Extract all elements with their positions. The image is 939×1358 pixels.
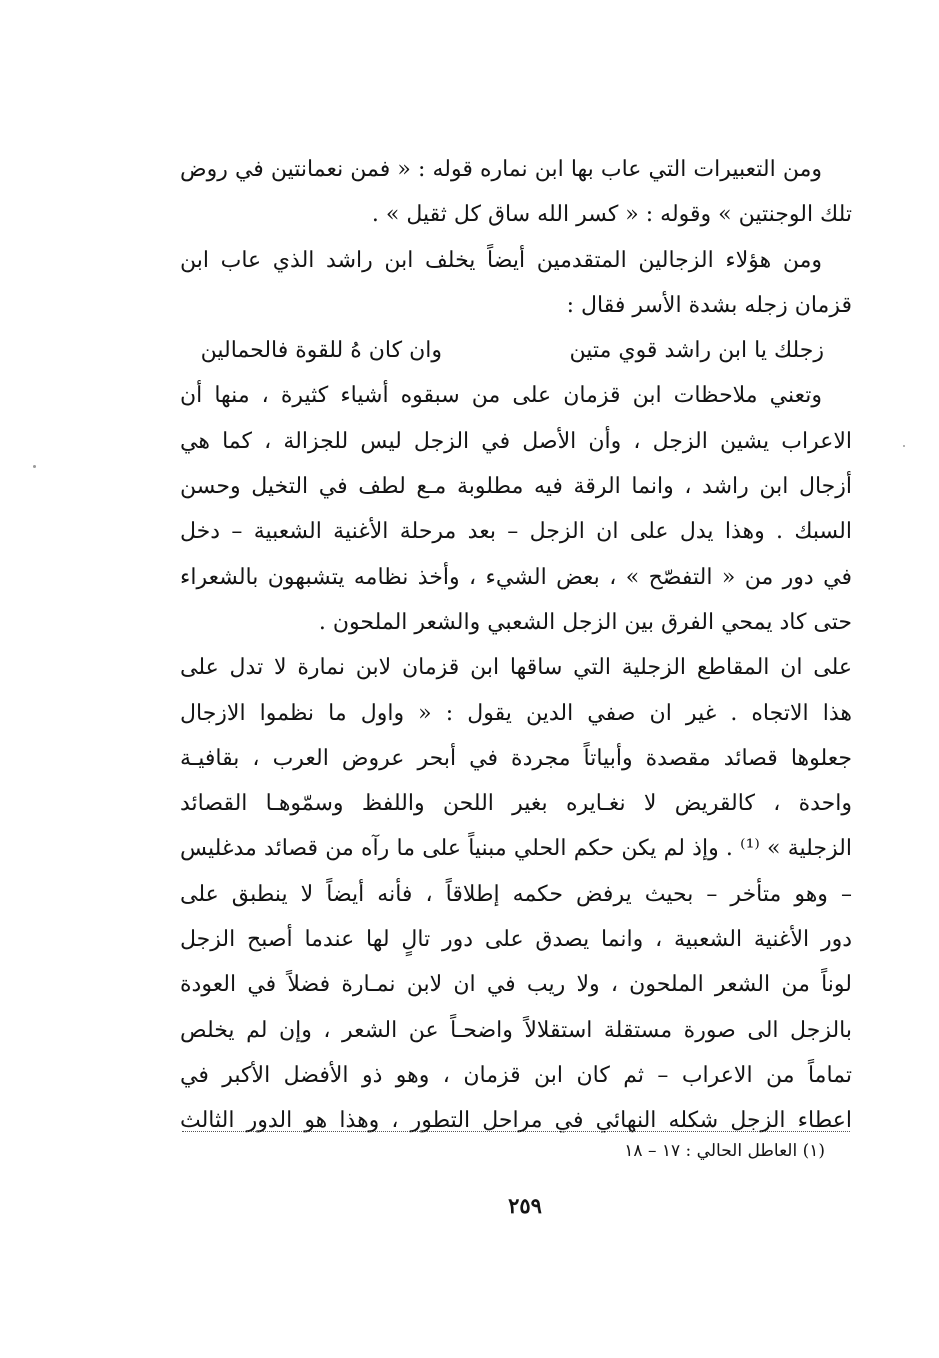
text-line: جعلوها قصائد مقصدة وأبياتاً مجردة في أبحر عروض العرب ، بقافيـة [180,745,852,771]
text-line: السبك . وهذا يدل على ان الزجل – بعد مرحلة الأغنية الشعبية – دخل [180,519,852,545]
text-line: حتى كاد يمحي الفرق بين الزجل الشعبي والشعر الملحون . [318,609,852,635]
verse-second-hemistich: وان كان هُ للقوة فالحمالين [200,338,442,364]
text-line: وتعني ملاحظات ابن قزمان على من سبقوه أشياء كثيرة ، منها أن [180,383,822,409]
main-text [180,147,852,1144]
text-line: تلك الوجنتين » وقوله : « كسر الله ساق كل ثقيل » . [371,202,852,228]
text-line: تماماً من الاعراب – ثم كان ابن قزمان ، وهو ذو الأفضل الأكبر في [180,1062,852,1088]
footnote: (١) العاطل الحالي : ١٧ – ١٨ [624,1141,825,1161]
text-line: على ان المقاطع الزجلية التي ساقها ابن قزمان لابن نمارة لا تدل على [180,655,852,681]
text-line: بالزجل الى صورة مستقلة استقلالاً واضحـاً عن الشعر ، وإن لم يخلص [180,1017,852,1043]
poem-verse [180,328,852,373]
text-line: قزمان زجله بشدة الأسر فقال : [566,292,852,318]
verse-first-hemistich: زجلك يا ابن راشد قوي متين [569,338,824,364]
text-line: في دور من « التفصّح » ، بعض الشيء ، وأخذ نظامه يتشبهون بالشعراء [180,564,852,590]
text-line: واحدة ، كالقريض لا نغـايره بغير اللحن واللفظ وسمّوهـا القصائد [180,791,852,817]
text-line: – وهو متأخر – بحيث يرفض حكمه إطلاقاً ، فأنه أيضاً لا ينطبق على [180,881,852,907]
text-line: الزجلية » ⁽¹⁾ . وإذ لم يكن حكم الحلي مبنياً على ما رآه من قصائد مدغليس [180,836,852,862]
text-line: ومن هؤلاء الزجالين المتقدمين أيضاً يخلف ابن راشد الذي عاب ابن [180,247,822,273]
text-line: أزجال ابن راشد ، وانما الرقة فيه مطلوبة مـع لطف في التخيل وحسن [180,474,852,500]
text-line: لوناً من الشعر الملحون ، ولا ريب في ان لابن نمـارة فضلاً في العودة [180,972,852,998]
text-line: الاعراب يشين الزجل ، وأن الأصل في الزجل ليس للجزالة ، كما هي [180,428,852,454]
text-line: دور الأغنية الشعبية ، وانما يصدق على دور تالٍ لها عندما أصبح الزجل [180,927,852,953]
footnote-divider [182,1131,850,1132]
scan-speck [903,445,905,447]
text-line: ومن التعبيرات التي عاب بها ابن نماره قوله : « فمن نعمانتين في روض [180,157,822,182]
text-line: اعطاء الزجل شكله النهائي في مراحل التطور ، وهذا هو الدور الثالث [180,1108,852,1134]
page-number: ٢٥٩ [508,1193,542,1218]
scan-speck [33,465,36,468]
text-line: هذا الاتجاه . غير ان صفي الدين يقول : « واول ما نظموا الازجال [180,700,852,726]
